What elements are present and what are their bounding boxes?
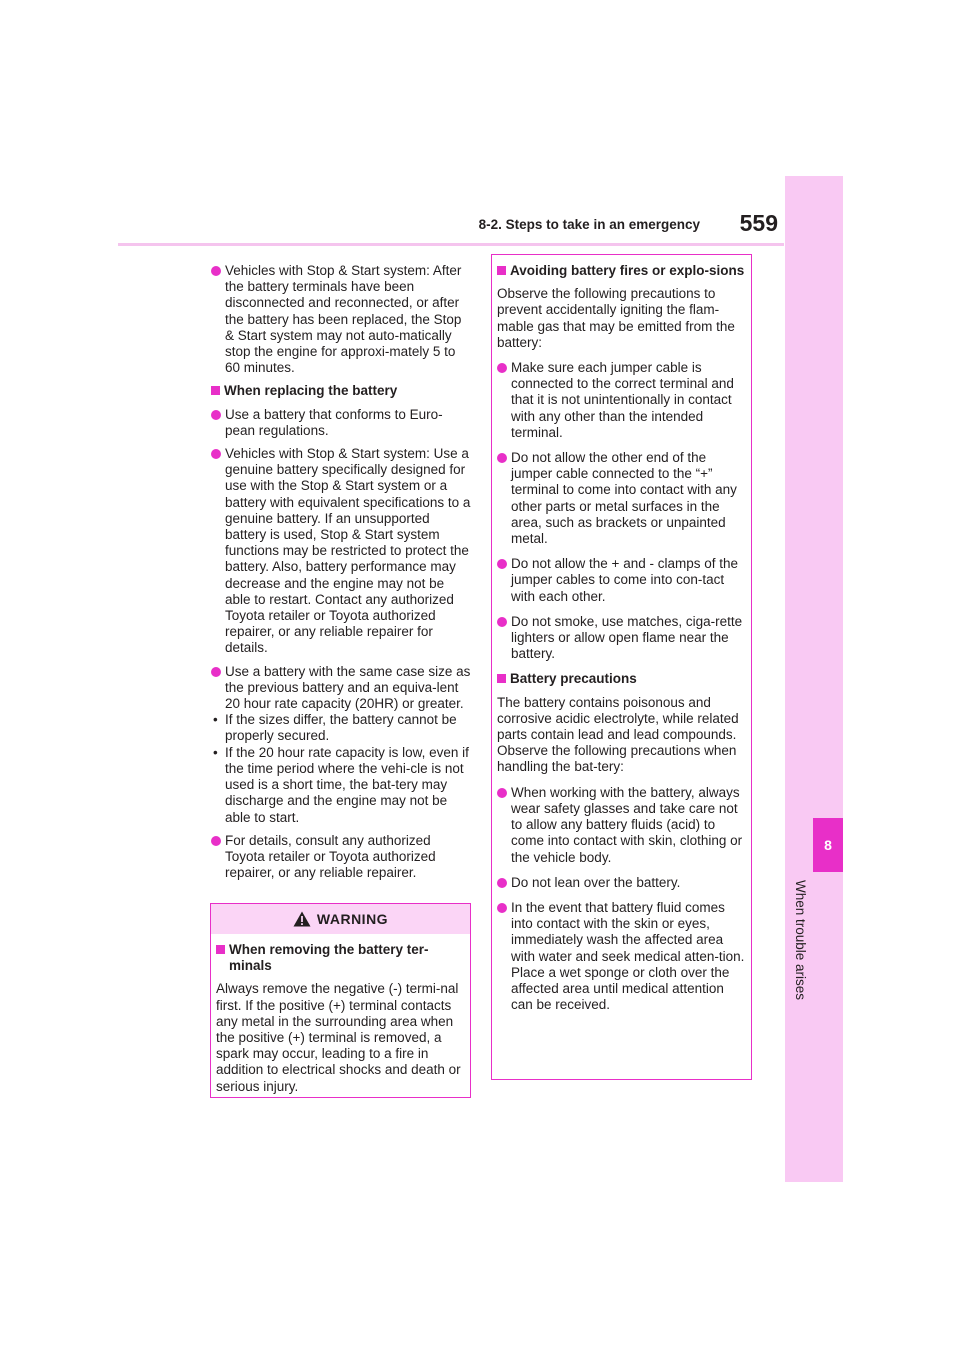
warning-box <box>210 903 471 1098</box>
chapter-label: When trouble arises <box>793 880 808 1001</box>
chapter-number-badge: 8 <box>813 818 843 872</box>
bullet-item: Use a battery with the same case size as the previous battery and an equiva-lent 20 hour rate capacity (20HR) or greater. <box>211 664 471 713</box>
warning-triangle-icon <box>293 911 311 927</box>
chapter-side-tab <box>785 176 843 1182</box>
warning-title: WARNING <box>316 911 389 927</box>
section-title: 8-2. Steps to take in an emergency <box>478 217 700 232</box>
bullet-item: Do not allow the + and - clamps of the jumper cables to come into con-tact with each other. <box>497 556 746 605</box>
bullet-item: Do not smoke, use matches, ciga-rette lighters or allow open flame near the battery. <box>497 614 746 663</box>
header-divider <box>118 243 784 246</box>
bullet-item: When working with the battery, always wear safety glasses and take care not to allow any battery fluids (acid) to come into contact with skin, clothing or the vehicle body. <box>497 785 746 866</box>
bullet-item: For details, consult any authorized Toyota retailer or Toyota authorized repairer, or any reliable repairer. <box>211 833 471 882</box>
battery-precautions-box <box>491 254 752 1080</box>
bullet-item: In the event that battery fluid comes into contact with the skin or eyes, immediately wash the affected area with water and seek medical atten-tion. Place a wet sponge or cloth over the affected area until medical attention can be received. <box>497 900 746 1013</box>
warning-subheading: When removing the battery ter-minals <box>216 942 465 974</box>
bullet-item: Make sure each jumper cable is connected to the correct terminal and that it is not unintentionally in contact with any other than the intended terminal. <box>497 360 746 441</box>
dash-item: • If the sizes differ, the battery cannot be properly secured. <box>211 712 471 744</box>
subheading-battery-fires: Avoiding battery fires or explo-sions <box>497 263 746 279</box>
left-column <box>211 263 471 888</box>
bullet-item: Do not allow the other end of the jumper cable connected to the “+” terminal to come into contact with any other parts or metal surfaces in the area, such as brackets or unpainted metal. <box>497 450 746 547</box>
warning-body: Always remove the negative (-) termi-nal first. If the positive (+) terminal contacts any metal in the surrounding area when the positive (+) terminal is removed, a spark may occur, leading to a fire in addition to electrical shocks and death or serious injury. <box>216 981 461 1094</box>
subheading-battery-precautions: Battery precautions <box>497 671 746 687</box>
bullet-item: Vehicles with Stop & Start system: After the battery terminals have been disconnected and reconnected, or after the battery has been replaced, the Stop & Start system may not auto-matically stop the engine for approxi-mately 5 to 60 minutes. <box>211 263 471 376</box>
dash-item: • If the 20 hour rate capacity is low, even if the time period where the vehi-cle is not used is a short time, the bat-tery may discharge and the engine may not be able to start. <box>211 745 471 826</box>
page-number: 559 <box>739 210 778 236</box>
bullet-item: Do not lean over the battery. <box>497 875 746 891</box>
bullet-item: Use a battery that conforms to Euro-pean regulations. <box>211 407 471 439</box>
subheading-replacing-battery: When replacing the battery <box>211 383 471 399</box>
paragraph: Observe the following precautions to prevent accidentally igniting the flam-mable gas that may be emitted from the battery: <box>497 286 735 350</box>
paragraph: The battery contains poisonous and corrosive acidic electrolyte, while related parts contain lead and lead compounds. Observe the following precautions when handling the bat-tery: <box>497 694 739 775</box>
bullet-item: Vehicles with Stop & Start system: Use a genuine battery specifically designed for use with the Stop & Start system or a battery with equivalent specifications to a genuine battery. If an unsupported battery is used, Stop & Start system functions may be restricted to protect the battery. Also, battery performance may decrease and the engine may not be able to restart. Contact any authorized Toyota retailer or Toyota authorized repairer, or any reliable repairer for details. <box>211 446 471 657</box>
warning-header <box>211 904 470 934</box>
